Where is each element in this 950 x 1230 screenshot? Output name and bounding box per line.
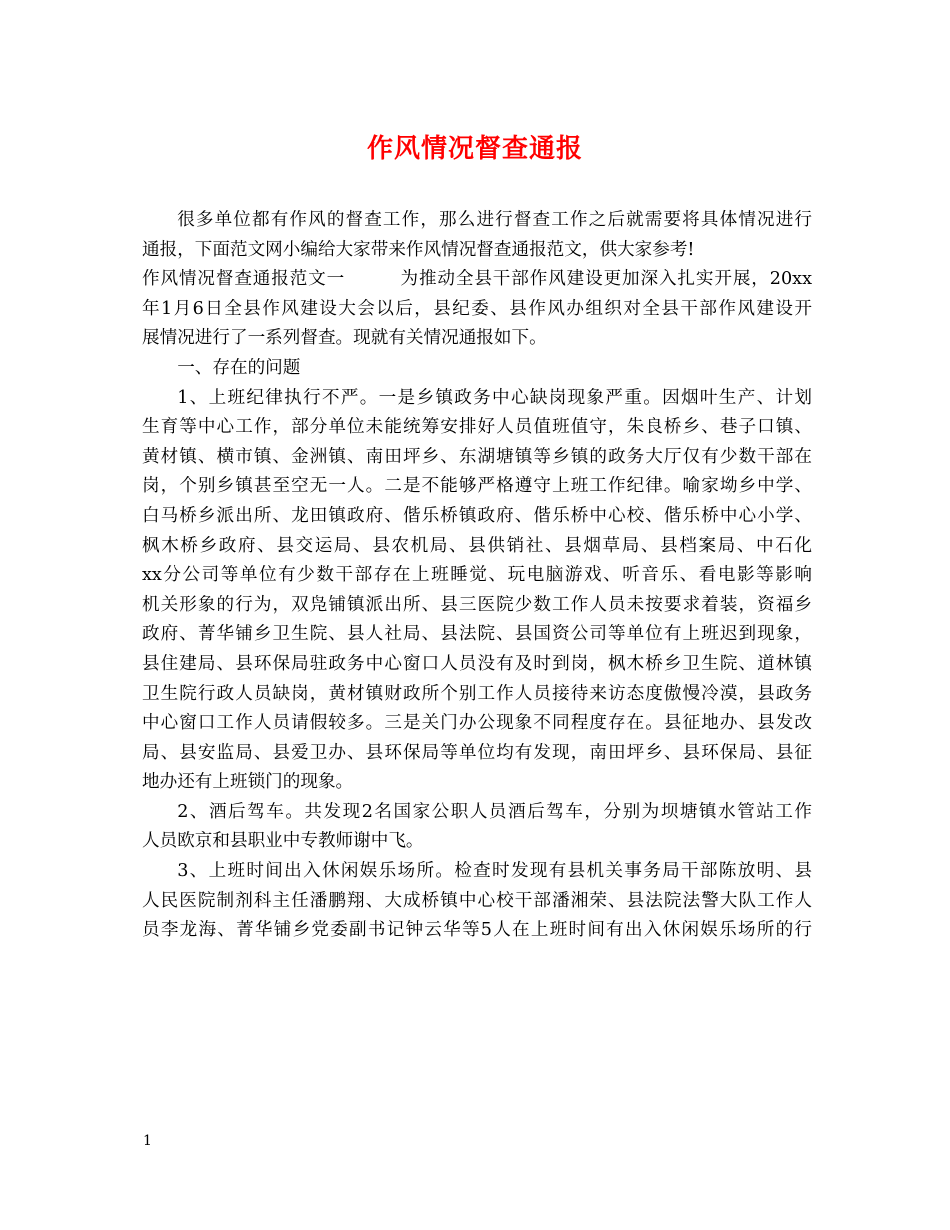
text-line: 通报，下面范文网小编给大家带来作风情况督查通报范文，供大家参考! xyxy=(142,239,695,260)
text-line: 很多单位都有作风的督查工作，那么进行督查工作之后就需要将具体情况进行 xyxy=(177,210,812,230)
text-line: 卫生院行政人员缺岗，黄材镇财政所个别工作人员接待来访态度傲慢冷漠，县政务 xyxy=(142,683,812,704)
page-title: 作风情况督查通报 xyxy=(366,134,583,164)
text-line: 白马桥乡派出所、龙田镇政府、偕乐桥镇政府、偕乐桥中心校、偕乐桥中心小学、 xyxy=(142,505,812,526)
text-line: 人员欧京和县职业中专教师谢中飞。 xyxy=(142,831,424,852)
text-line: 枫木桥乡政府、县交运局、县农机局、县供销社、县烟草局、县档案局、中石化 xyxy=(142,535,812,556)
section-heading: 一、存在的问题 xyxy=(177,357,301,378)
text-line: 机关形象的行为，双凫铺镇派出所、县三医院少数工作人员未按要求着装，资福乡 xyxy=(142,594,812,615)
text-line: xx分公司等单位有少数干部存在上班睡觉、玩电脑游戏、听音乐、看电影等影响 xyxy=(142,565,812,586)
text-line: 地办还有上班锁门的现象。 xyxy=(142,772,354,793)
page-number: 1 xyxy=(143,1133,152,1149)
text-line: 岗，个别乡镇甚至空无一人。二是不能够严格遵守上班工作纪律。喻家坳乡中学、 xyxy=(142,476,812,497)
text-line: 1、上班纪律执行不严。一是乡镇政务中心缺岗现象严重。因烟叶生产、计划 xyxy=(177,387,812,408)
text-line: 生育等中心工作，部分单位未能统筹安排好人员值班值守，朱良桥乡、巷子口镇、 xyxy=(142,417,812,438)
text-line: 年1月6日全县作风建设大会以后，县纪委、县作风办组织对全县干部作风建设开 xyxy=(142,298,812,319)
text-line: 展情况进行了一系列督查。现就有关情况通报如下。 xyxy=(142,328,547,349)
text-line: 员李龙海、菁华铺乡党委副书记钟云华等5人在上班时间有出入休闲娱乐场所的行 xyxy=(142,920,812,941)
text-line: 黄材镇、横市镇、金洲镇、南田坪乡、东湖塘镇等乡镇的政务大厅仅有少数干部在 xyxy=(142,446,812,467)
text-line: 政府、菁华铺乡卫生院、县人社局、县法院、县国资公司等单位有上班迟到现象， xyxy=(142,624,812,645)
text-line: 人民医院制剂科主任潘鹏翔、大成桥镇中心校干部潘湘荣、县法院法警大队工作人 xyxy=(142,890,812,911)
text-line: 中心窗口工作人员请假较多。三是关门办公现象不同程度存在。县征地办、县发改 xyxy=(142,713,812,734)
text-line: 县住建局、县环保局驻政务中心窗口人员没有及时到岗，枫木桥乡卫生院、道林镇 xyxy=(142,653,812,674)
text-line: 3、上班时间出入休闲娱乐场所。检查时发现有县机关事务局干部陈放明、县 xyxy=(177,861,812,882)
text-line: 局、县安监局、县爱卫办、县环保局等单位均有发现，南田坪乡、县环保局、县征 xyxy=(142,742,812,763)
text-line: 作风情况督查通报范文一 为推动全县干部作风建设更加深入扎实开展，20xx xyxy=(142,269,812,290)
document-body xyxy=(142,206,812,946)
text-line: 2、酒后驾车。共发现2名国家公职人员酒后驾车，分别为坝塘镇水管站工作 xyxy=(177,801,812,822)
